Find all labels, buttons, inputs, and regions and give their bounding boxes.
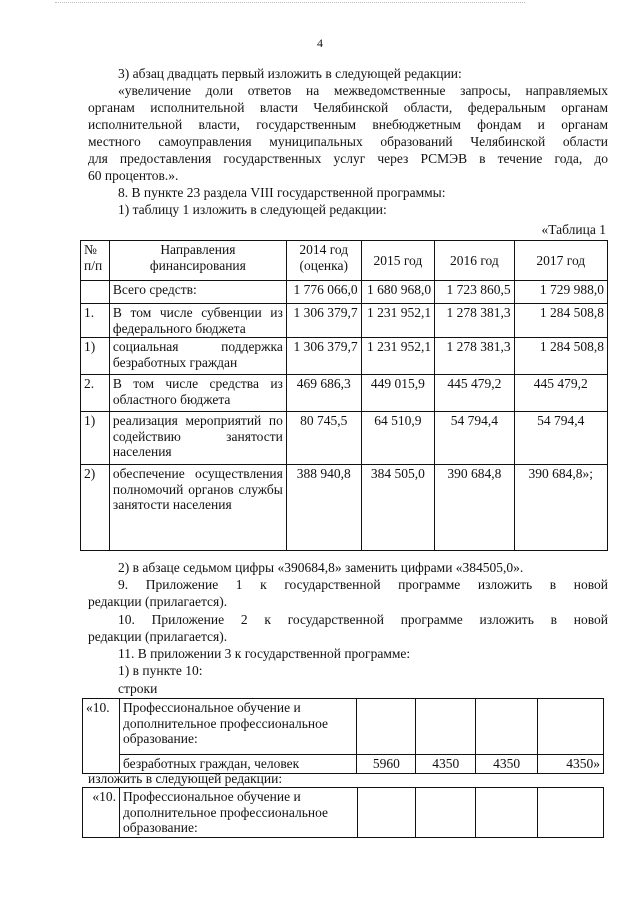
row-value: 4350 xyxy=(416,755,476,774)
header-2016: 2016 год xyxy=(435,241,514,281)
row-value-2015: 1 231 952,1 xyxy=(361,338,435,375)
row-name: реализация мероприятий по содействию занятости населения xyxy=(109,412,286,465)
empty-cell xyxy=(538,699,604,755)
financing-table xyxy=(80,240,608,551)
row-num: 1. xyxy=(81,304,110,338)
empty-cell xyxy=(538,788,604,838)
paragraph-subitem-2: 2) в абзаце седьмом цифры «390684,8» заменить цифрами «384505,0». xyxy=(118,560,524,575)
row-value-2017: 1 729 988,0 xyxy=(514,281,607,304)
row-name xyxy=(109,465,286,551)
table1-caption: «Таблица 1 xyxy=(541,222,606,237)
row-value-2016: 390 684,8 xyxy=(435,465,514,551)
row-value: 4350 xyxy=(476,755,538,774)
table-row xyxy=(83,699,604,755)
row-num: 1) xyxy=(81,412,110,465)
table-row xyxy=(81,338,608,375)
quote-line-6: 60 процентов.». xyxy=(88,168,179,183)
row-value-2016: 445 479,2 xyxy=(435,375,514,412)
quote-line-3: исполнительной власти, государственным внебюджетным фондам и органам xyxy=(88,117,608,132)
row-num: 1) xyxy=(81,338,110,375)
paragraph-item-11: 11. В приложении 3 к государственной программе: xyxy=(118,646,411,661)
row-value-2014: 388 940,8 xyxy=(286,465,361,551)
quote-line-4: местного самоуправления муниципальных образований Челябинской области xyxy=(88,134,608,149)
quote-line-2: органам исполнительной власти Челябинской области, федеральным органам xyxy=(88,100,608,115)
row-value-2015: 449 015,9 xyxy=(361,375,435,412)
row-value-2015: 1 680 968,0 xyxy=(361,281,435,304)
scan-artifact-line xyxy=(55,2,525,9)
empty-cell xyxy=(357,699,416,755)
paragraph-item-9-line-1: 9. Приложение 1 к государственной программе изложить в новой xyxy=(118,577,608,592)
row-num xyxy=(81,281,110,304)
header-2017: 2017 год xyxy=(514,241,607,281)
row-value-2017: 1 284 508,8 xyxy=(514,304,607,338)
row-value-2017: 390 684,8»; xyxy=(514,465,607,551)
row-name: В том числе субвенции из федерального бюджета xyxy=(109,304,286,338)
row-subtitle: безработных граждан, человек xyxy=(119,755,356,774)
quote-line-1: «увеличение доли ответов на межведомственные запросы, направляемых xyxy=(118,83,608,98)
paragraph-item-8: 8. В пункте 23 раздела VIII государственной программы: xyxy=(118,185,446,200)
quote-line-5: для предоставления государственных услуг через РСМЭВ в течение года, до xyxy=(88,151,608,166)
page-number: 4 xyxy=(317,36,323,50)
row-value-2017: 54 794,4 xyxy=(514,412,607,465)
row-num: «10. xyxy=(83,788,120,838)
empty-cell xyxy=(476,788,538,838)
row-value-2016: 1 278 381,3 xyxy=(435,304,514,338)
row-value-2016: 1 278 381,3 xyxy=(435,338,514,375)
header-direction: Направления финансирования xyxy=(109,241,286,281)
paragraph-subitem-point-10: 1) в пункте 10: xyxy=(118,663,203,678)
empty-cell xyxy=(357,788,416,838)
header-num: № п/п xyxy=(81,241,110,281)
row-value-2014: 80 745,5 xyxy=(286,412,361,465)
row-value-2014: 1 306 379,7 xyxy=(286,338,361,375)
table-row xyxy=(81,465,608,551)
empty-cell xyxy=(476,699,538,755)
empty-cell xyxy=(416,788,476,838)
row-name-text: обеспечение осуществления полномочий органов службы занятости населения xyxy=(112,466,283,512)
row-value-2016: 1 723 860,5 xyxy=(435,281,514,304)
row-title: Профессиональное обучение и дополнительное профессиональное образование: xyxy=(119,788,357,838)
row-value-2016: 54 794,4 xyxy=(435,412,514,465)
table-row xyxy=(81,412,608,465)
header-2015: 2015 год xyxy=(361,241,435,281)
table-row xyxy=(81,304,608,338)
paragraph-rows-label: строки xyxy=(118,681,158,696)
row-value-2017: 1 284 508,8 xyxy=(514,338,607,375)
table-row xyxy=(81,281,608,304)
paragraph-item-10-line-1: 10. Приложение 2 к государственной программе изложить в новой xyxy=(118,612,608,627)
table-header-row xyxy=(81,241,608,281)
row-value: 5960 xyxy=(357,755,416,774)
paragraph-amendment-3: 3) абзац двадцать первый изложить в следующей редакции: xyxy=(118,66,462,81)
row-num: 2. xyxy=(81,375,110,412)
row-name: В том числе средства из областного бюджета xyxy=(109,375,286,412)
row-value-2015: 64 510,9 xyxy=(361,412,435,465)
paragraph-new-edition: изложить в следующей редакции: xyxy=(88,771,283,786)
old-rows-table xyxy=(82,698,604,774)
row-value-2017: 445 479,2 xyxy=(514,375,607,412)
header-2014: 2014 год (оценка) xyxy=(286,241,361,281)
row-value-2014: 469 686,3 xyxy=(286,375,361,412)
paragraph-item-9-line-2: редакции (прилагается). xyxy=(88,594,228,609)
empty-cell xyxy=(416,699,476,755)
row-value-2015: 384 505,0 xyxy=(361,465,435,551)
row-value-2015: 1 231 952,1 xyxy=(361,304,435,338)
table-row xyxy=(81,375,608,412)
paragraph-item-10-line-2: редакции (прилагается). xyxy=(88,629,228,644)
row-name: Всего средств: xyxy=(109,281,286,304)
row-value-2014: 1 306 379,7 xyxy=(286,304,361,338)
row-title: Профессиональное обучение и дополнительное профессиональное образование: xyxy=(119,699,356,755)
row-value-2014: 1 776 066,0 xyxy=(286,281,361,304)
row-num: 2) xyxy=(81,465,110,551)
row-value: 4350» xyxy=(538,755,604,774)
row-name: социальная поддержка безработных граждан xyxy=(109,338,286,375)
table-row xyxy=(83,788,604,838)
row-num: «10. xyxy=(83,699,120,774)
paragraph-subitem-1: 1) таблицу 1 изложить в следующей редакции: xyxy=(118,202,387,217)
new-rows-table xyxy=(82,787,604,838)
